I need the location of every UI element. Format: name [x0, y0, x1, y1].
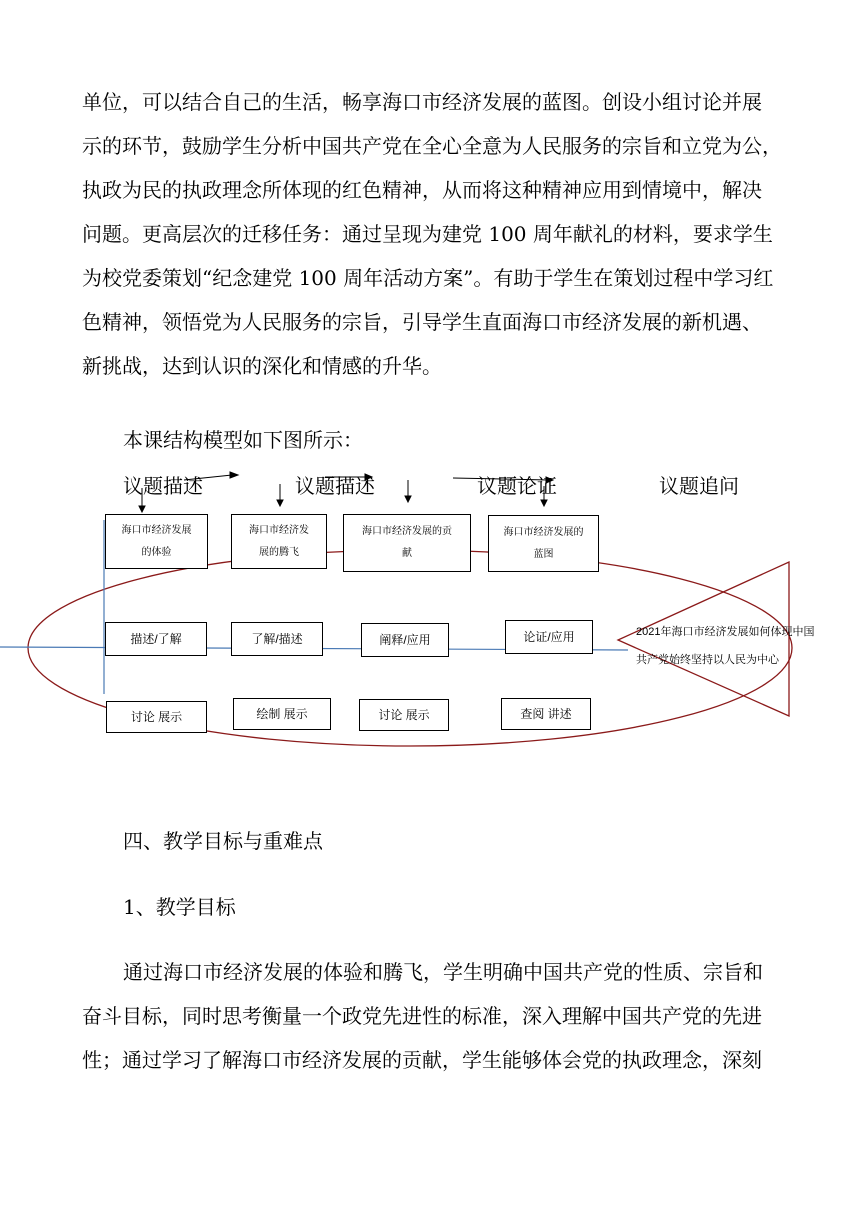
paragraph-line: 问题。更高层次的迁移任务：通过呈现为建党 100 周年献礼的材料，要求学生: [82, 222, 773, 246]
box-line: 海口市经济发展的贡: [362, 526, 452, 537]
box-line: 海口市经济发展: [121, 524, 192, 536]
section-heading: 四、教学目标与重难点: [123, 829, 323, 853]
activity-box: 讨论 展示: [106, 701, 207, 733]
skill-box: 描述/了解: [105, 622, 207, 656]
fish-head-text: 2021年海口市经济发展如何体现中国共产党始终坚持以人民为中心: [636, 626, 815, 666]
box-line: 献: [402, 548, 412, 559]
arrow-down: [541, 500, 547, 506]
model-intro-text: 本课结构模型如下图所示：: [123, 428, 363, 452]
activity-box: 查阅 讲述: [501, 698, 591, 730]
skill-box: 了解/描述: [231, 622, 323, 656]
paragraph-line: 通过海口市经济发展的体验和腾飞，学生明确中国共产党的性质、宗旨和: [123, 960, 763, 984]
paragraph-line: 为校党委策划“纪念建党 100 周年活动方案”。有助于学生在策划过程中学习红: [82, 266, 774, 290]
stage-label: 议题论证: [477, 474, 557, 498]
skill-box: 阐释/应用: [361, 623, 449, 657]
box-line: 蓝图: [533, 548, 554, 560]
box-line: 的体验: [141, 546, 172, 558]
subsection-heading: 1、教学目标: [123, 895, 236, 919]
paragraph-line: 示的环节，鼓励学生分析中国共产党在全心全意为人民服务的宗旨和立党为公，: [82, 134, 782, 158]
paragraph-line: 色精神，领悟党为人民服务的宗旨，引导学生直面海口市经济发展的新机遇、: [82, 310, 762, 334]
arrow-right: [230, 472, 238, 478]
box-line: 展的腾飞: [259, 546, 299, 558]
stage-label: 议题追问: [659, 474, 739, 498]
paragraph-line: 单位，可以结合自己的生活，畅享海口市经济发展的蓝图。创设小组讨论并展: [82, 90, 762, 114]
box-line: 海口市经济发展的: [503, 526, 584, 538]
skill-box: 论证/应用: [505, 620, 593, 654]
arrow-down: [405, 496, 411, 502]
topic-box: [105, 514, 208, 569]
activity-box: 绘制 展示: [233, 698, 331, 730]
paragraph-line: 性；通过学习了解海口市经济发展的贡献，学生能够体会党的执政理念，深刻: [82, 1048, 762, 1072]
stage-label: 议题描述: [123, 474, 203, 498]
arrow-down: [139, 506, 145, 512]
stage-label: 议题描述: [295, 474, 375, 498]
objective-paragraph: [82, 950, 782, 1082]
topic-box: [488, 515, 599, 572]
topic-box: [343, 514, 471, 572]
paragraph-line: 执政为民的执政理念所体现的红色精神，从而将这种精神应用到情境中，解决: [82, 178, 762, 202]
box-line: 海口市经济发: [249, 524, 309, 536]
paragraph-line: 新挑战，达到认识的深化和情感的升华。: [82, 354, 442, 378]
activity-box: 讨论 展示: [359, 699, 449, 731]
paragraph-line: 奋斗目标，同时思考衡量一个政党先进性的标准，深入理解中国共产党的先进: [82, 1004, 762, 1028]
topic-box: [231, 514, 327, 569]
arrow-down: [277, 500, 283, 506]
